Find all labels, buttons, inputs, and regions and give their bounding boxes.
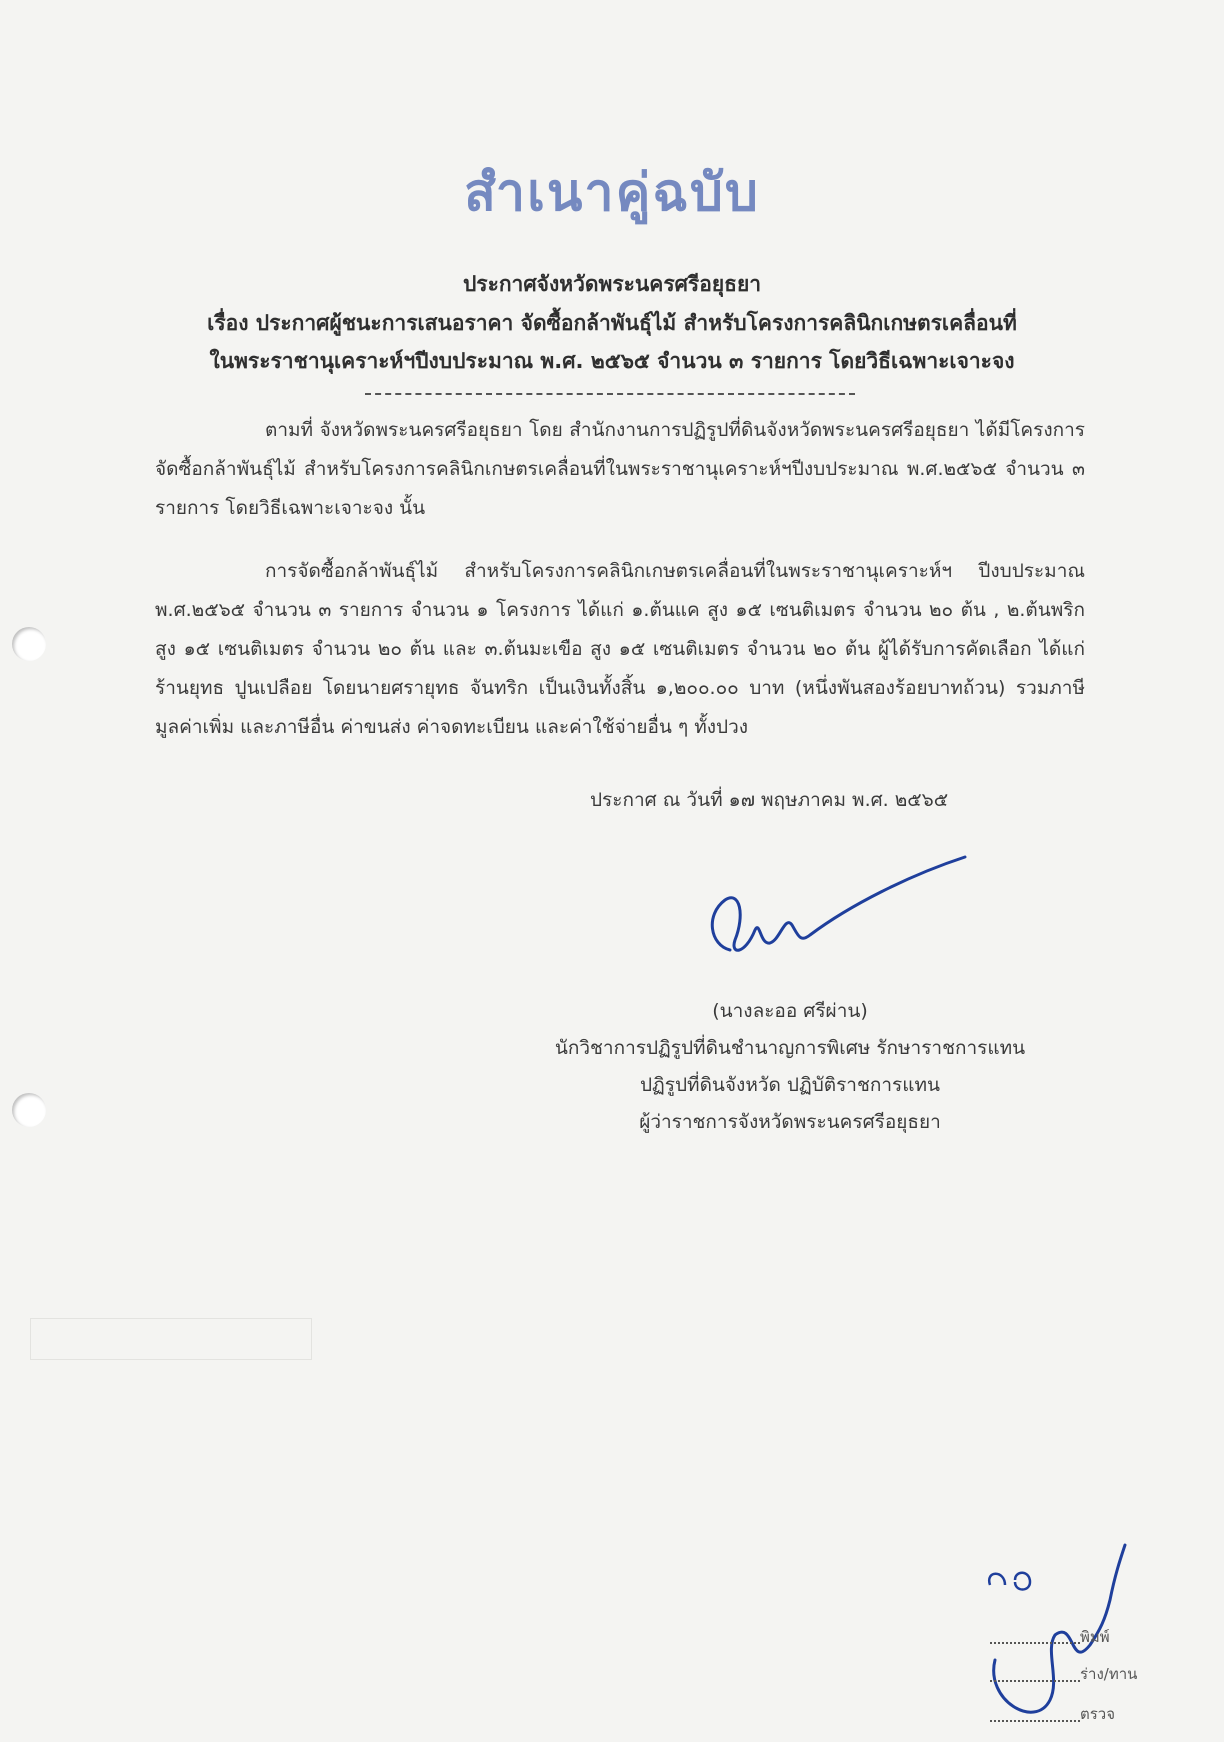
dotted-line [990, 1680, 1080, 1682]
announce-date: ประกาศ ณ วันที่ ๑๗ พฤษภาคม พ.ศ. ๒๕๖๕ [590, 789, 949, 811]
signatory-position-1: นักวิชาการปฏิรูปที่ดินชำนาญการพิเศษ รักษาราชการแทน [554, 1037, 1026, 1059]
divider [365, 393, 855, 395]
subject-line-2: ในพระราชานุเคราะห์ฯปีงบประมาณ พ.ศ. ๒๕๖๕ จำนวน ๓ รายการ โดยวิธีเฉพาะเจาะจง [209, 349, 1015, 373]
punch-hole [12, 627, 46, 661]
signatory-position-3: ผู้ว่าราชการจังหวัดพระนครศรีอยุธยา [639, 1111, 941, 1133]
check-mark: ตรวจ [1080, 1705, 1116, 1723]
dotted-line [990, 1720, 1080, 1722]
signatory-position-2: ปฏิรูปที่ดินจังหวัด ปฏิบัติราชการแทน [639, 1074, 941, 1096]
faded-stamp-box [30, 1318, 312, 1360]
paragraph-1: ตามที่ จังหวัดพระนครศรีอยุธยา โดย สำนักงานการปฏิรูปที่ดินจังหวัดพระนครศรีอยุธยา ได้มีโครงการจัดซื้อกล้าพันธุ์ไม้ สำหรับโครงการคลินิกเกษตรเคลื่อนที่ในพระราชานุเคราะห์ฯปีงบประมาณ พ.ศ.๒๕๖๕ จำนวน ๓ รายการ โดยวิธีเฉพาะเจาะจง นั้น [155, 419, 1085, 519]
draft-mark: ร่าง/ทาน [1080, 1665, 1138, 1683]
announcement-title: ประกาศจังหวัดพระนครศรีอยุธยา [462, 272, 762, 296]
print-mark: พิมพ์ [1080, 1628, 1110, 1646]
paragraph-2: การจัดซื้อกล้าพันธุ์ไม้ สำหรับโครงการคลินิกเกษตรเคลื่อนที่ในพระราชานุเคราะห์ฯ ปีงบประมาณ พ.ศ.๒๕๖๕ จำนวน ๓ รายการ จำนวน ๑ โครงการ ได้แก่ ๑.ต้นแค สูง ๑๕ เซนติเมตร จำนวน ๒๐ ต้น , ๒.ต้นพริก สูง ๑๕ เซนติเมตร จำนวน ๒๐ ต้น และ ๓.ต้นมะเขือ สูง ๑๕ เซนติเมตร จำนวน ๒๐ ต้น ผู้ได้รับการคัดเลือก ได้แก่ ร้านยุทธ ปูนเปลือย โดยนายศรายุทธ จันทริก เป็นเงินทั้งสิ้น ๑,๒๐๐.๐๐ บาท (หนึ่งพันสองร้อยบาทถ้วน) รวมภาษีมูลค่าเพิ่ม และภาษีอื่น ค่าขนส่ง ค่าจดทะเบียน และค่าใช้จ่ายอื่น ๆ ทั้งปวง [155, 560, 1085, 738]
subject-line-1: เรื่อง ประกาศผู้ชนะการเสนอราคา จัดซื้อกล้าพันธุ์ไม้ สำหรับโครงการคลินิกเกษตรเคลื่อนที่ [207, 311, 1017, 335]
handwritten-signature-icon [700, 855, 970, 985]
copy-stamp: สำเนาคู่ฉบับ [464, 162, 760, 223]
signatory-name: (นางละออ ศรีผ่าน) [712, 1000, 868, 1022]
dotted-line [990, 1642, 1080, 1644]
punch-hole [12, 1093, 46, 1127]
signatory-block [500, 993, 1080, 1141]
